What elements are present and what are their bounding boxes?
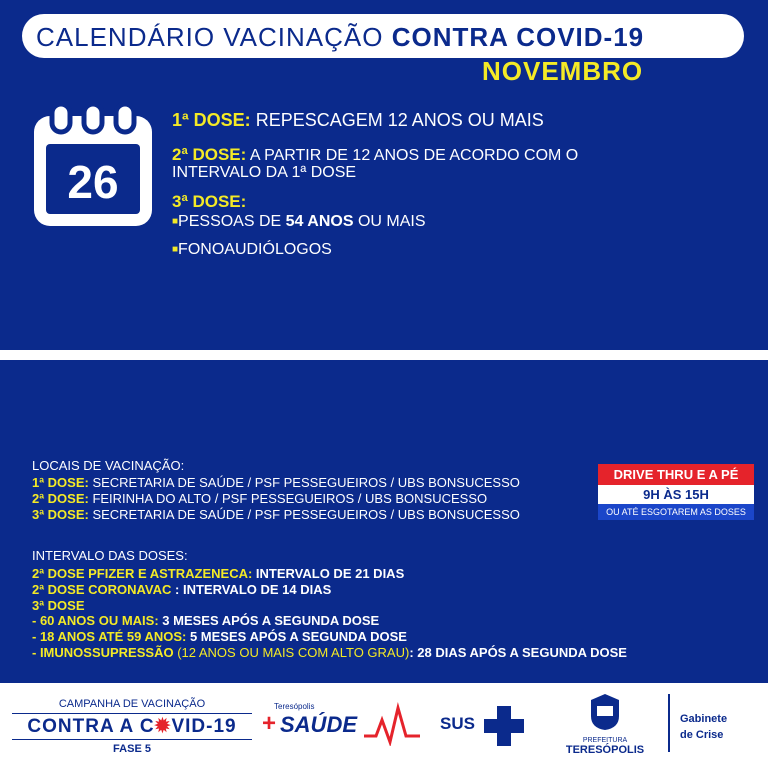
location-label: 1ª DOSE: — [32, 475, 89, 490]
badge-hours: 9H ÀS 15H — [598, 485, 754, 504]
page-title — [36, 22, 644, 53]
dose3-item2 — [172, 241, 332, 259]
interval-row — [32, 598, 85, 613]
saude-logo — [262, 702, 422, 748]
interval-label: 2ª DOSE PFIZER E ASTRAZENECA: — [32, 566, 253, 581]
interval-label: 2ª DOSE CORONAVAC — [32, 582, 172, 597]
interval-row — [32, 566, 404, 581]
prefeitura-logo — [555, 692, 655, 756]
dose2-text2: INTERVALO DA 1ª DOSE — [172, 164, 357, 181]
interval-text: 3 MESES APÓS A SEGUNDA DOSE — [158, 613, 380, 628]
sus-logo — [440, 704, 530, 744]
calendar-icon — [30, 102, 156, 230]
location-text: FEIRINHA DO ALTO / PSF PESSEGUEIROS / UBS BONSUCESSO — [88, 491, 488, 506]
location-text: SECRETARIA DE SAÚDE / PSF PESSEGUEIROS / UBS BONSUCESSO — [88, 507, 520, 522]
campaign-main-b: VID-19 — [171, 716, 237, 737]
dose3-item1-post: OU MAIS — [353, 213, 426, 230]
footer-separator — [668, 694, 670, 752]
location-row — [32, 491, 487, 506]
drive-thru-badge — [598, 464, 754, 520]
dose3-item1-bold: 54 ANOS — [285, 213, 354, 230]
calendar-day: 26 — [67, 156, 119, 208]
title-part2: CONTRA COVID-19 — [391, 22, 645, 52]
dose2-label: 2ª DOSE: — [172, 145, 247, 164]
dose3-item1 — [172, 213, 426, 231]
interval-row — [32, 582, 331, 597]
heartbeat-icon — [364, 702, 420, 746]
month-label: NOVEMBRO — [482, 56, 644, 86]
section-divider — [0, 350, 768, 360]
location-row — [32, 475, 520, 490]
dose1-text: REPESCAGEM 12 ANOS OU MAIS — [255, 110, 544, 130]
gabinete-line1: Gabinete — [680, 713, 728, 725]
prefeitura-small: PREFEITURA — [582, 737, 628, 744]
campaign-top: CAMPANHA DE VACINAÇÃO — [58, 698, 206, 710]
bullet-icon: ■ — [172, 244, 179, 255]
locations-heading: LOCAIS DE VACINAÇÃO: — [32, 458, 185, 473]
campaign-phase: FASE 5 — [113, 743, 151, 755]
dose1-label: 1ª DOSE: — [172, 110, 251, 130]
interval-label: - 18 ANOS ATÉ 59 ANOS: — [32, 629, 187, 644]
campaign-main-a: CONTRA A C — [27, 716, 155, 737]
gabinete-label — [680, 711, 727, 743]
interval-label: - 60 ANOS OU MAIS: — [32, 613, 159, 628]
dose2-text1: A PARTIR DE 12 ANOS DE ACORDO COM O — [249, 147, 579, 164]
interval-paren: (12 ANOS OU MAIS COM ALTO GRAU) — [173, 645, 410, 660]
interval-row — [32, 629, 407, 644]
badge-bottom: OU ATÉ ESGOTAREM AS DOSES — [598, 504, 754, 520]
location-row — [32, 507, 520, 522]
prefeitura-main: TERESÓPOLIS — [565, 744, 645, 756]
dose3-item1-pre: PESSOAS DE — [178, 213, 286, 230]
cross-icon — [482, 704, 526, 748]
interval-row — [32, 645, 627, 660]
interval-text: 5 MESES APÓS A SEGUNDA DOSE — [186, 629, 407, 644]
dose1-line — [172, 110, 544, 131]
intervals-heading: INTERVALO DAS DOSES: — [32, 548, 188, 563]
saude-main: SAÚDE — [280, 712, 358, 737]
badge-top: DRIVE THRU E A PÉ — [598, 464, 754, 485]
bullet-icon: ■ — [172, 216, 179, 227]
virus-icon: ✹ — [154, 716, 172, 737]
interval-label: 3ª DOSE — [32, 598, 85, 613]
location-label: 2ª DOSE: — [32, 491, 89, 506]
interval-row — [32, 613, 379, 628]
dose2-line — [172, 145, 578, 165]
plus-icon: + — [262, 710, 277, 737]
interval-label: - IMUNOSSUPRESSÃO — [32, 645, 174, 660]
dose3-label: 3ª DOSE: — [172, 192, 247, 211]
interval-text: : INTERVALO DE 14 DIAS — [171, 582, 332, 597]
title-part1: CALENDÁRIO VACINAÇÃO — [36, 22, 384, 52]
campaign-logo — [12, 698, 252, 755]
dose3-item2-text: FONOAUDIÓLOGOS — [178, 241, 332, 258]
saude-small: Teresópolis — [274, 702, 315, 711]
location-label: 3ª DOSE: — [32, 507, 89, 522]
gabinete-line2: de Crise — [680, 729, 724, 741]
interval-text: : 28 DIAS APÓS A SEGUNDA DOSE — [409, 645, 627, 660]
sus-text: SUS — [440, 714, 475, 733]
coat-of-arms-icon — [587, 692, 623, 732]
location-text: SECRETARIA DE SAÚDE / PSF PESSEGUEIROS / UBS BONSUCESSO — [88, 475, 520, 490]
interval-text: INTERVALO DE 21 DIAS — [252, 566, 405, 581]
campaign-main — [12, 713, 252, 740]
